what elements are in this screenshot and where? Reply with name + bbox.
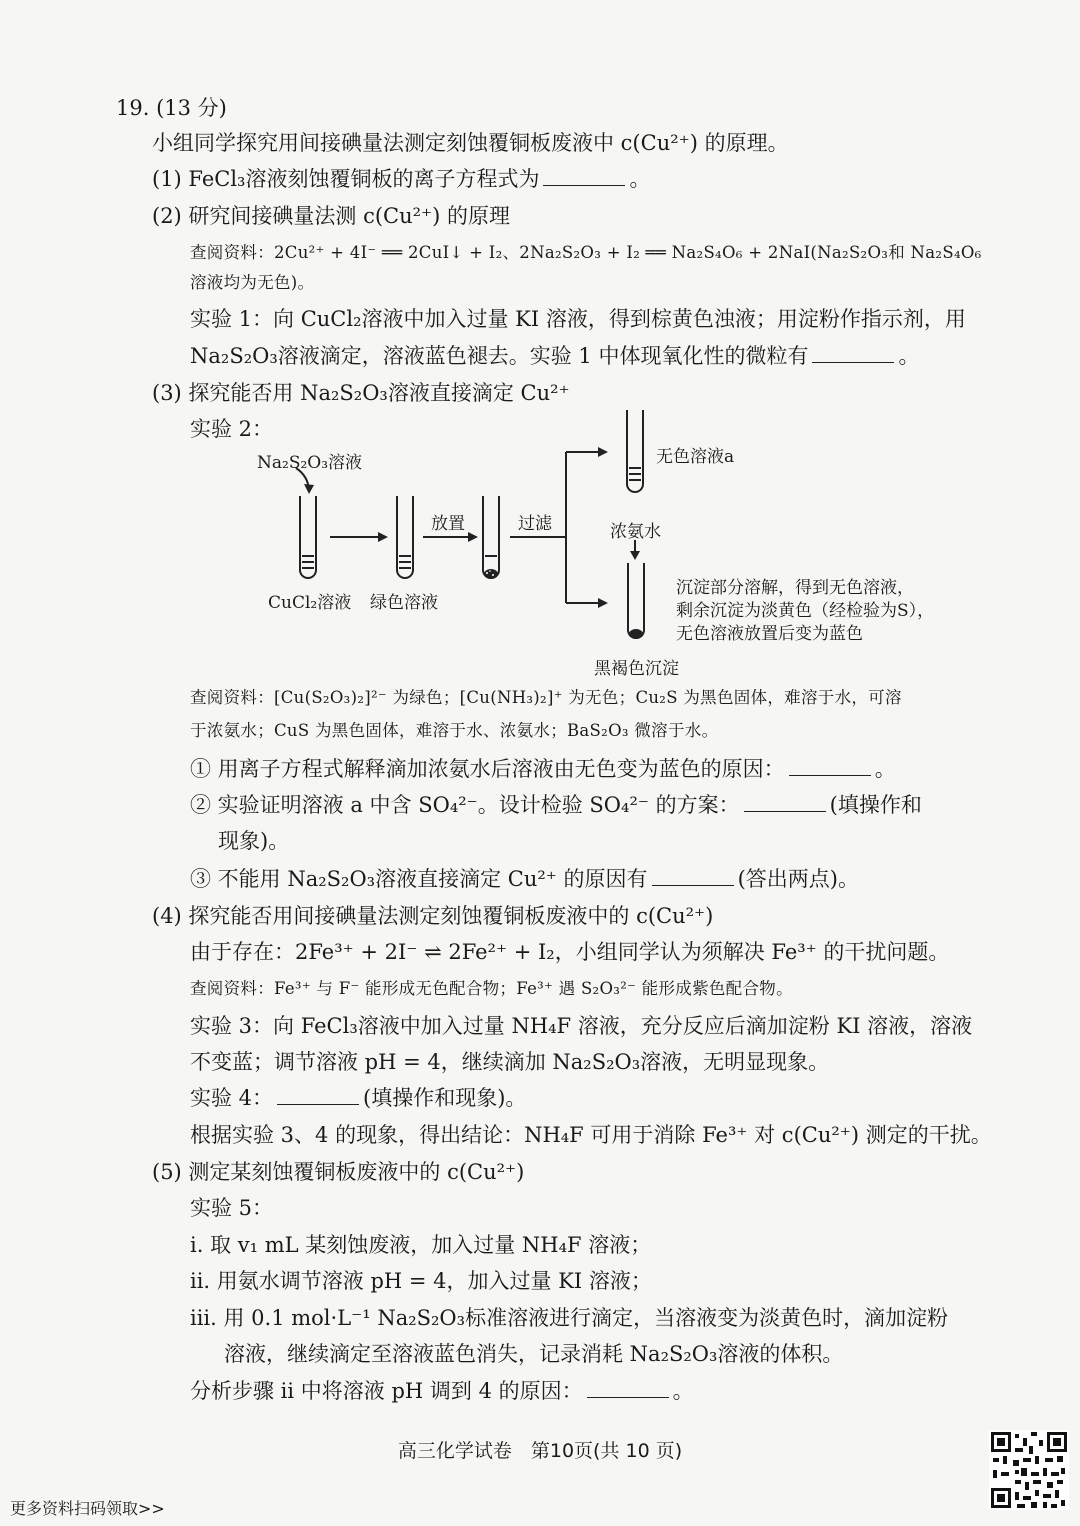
answer-blank[interactable] [652,865,734,886]
reference-note-2: 查阅资料：[Cu(S₂O₃)₂]²⁻ 为绿色；[Cu(NH₃)₂]⁺ 为无色；Cu₂S 为黑色固体，难溶于水，可溶 [190,688,902,707]
part3-title: (3) 探究能否用 Na₂S₂O₃溶液直接滴定 Cu²⁺ [152,381,570,405]
diagram-ammonia-label: 浓氨水 [610,522,661,542]
question-3-2-cont: 现象)。 [218,829,290,853]
experiment2-label: 实验 2： [190,417,274,441]
test-tube-3 [483,496,499,578]
step-3-line1: ⅲ. 用 0.1 mol·L⁻¹ Na₂S₂O₃标准溶液进行滴定，当溶液变为淡黄色时，滴加淀粉 [190,1306,949,1330]
page-footer: 高三化学试卷 第10页(共 10 页) [397,1440,683,1462]
test-tube-5 [628,563,644,638]
diagram-observation-2: 剩余沉淀为淡黄色（经检验为S）， [676,601,935,621]
reagent-arrowhead [304,484,314,494]
diagram-colorless-solution-label: 无色溶液a [656,447,735,467]
answer-blank[interactable] [744,791,826,812]
experiment1-line1: 实验 1：向 CuCl₂溶液中加入过量 KI 溶液，得到棕黄色浊液；用淀粉作指示剂，用 [190,307,966,331]
qr-code-graphic [989,1430,1069,1510]
answer-blank[interactable] [277,1084,359,1105]
diagram-tube1-label: CuCl₂溶液 [268,593,352,613]
question-intro: 小组同学探究用间接碘量法测定刻蚀覆铜板废液中 c(Cu²⁺) 的原理。 [152,131,789,155]
question-number: 19. (13 分) [116,96,227,120]
diagram-filter-label: 过滤 [518,514,552,534]
qr-code[interactable] [989,1430,1069,1510]
promo-link[interactable]: 更多资料扫码领取>> [10,1499,165,1518]
part4-title: (4) 探究能否用间接碘量法测定刻蚀覆铜板废液中的 c(Cu²⁺) [152,904,714,928]
step-3-line2: 溶液，继续滴定至溶液蓝色消失，记录消耗 Na₂S₂O₃溶液的体积。 [224,1342,844,1366]
experiment1-line2: Na₂S₂O₃溶液滴定，溶液蓝色褪去。实验 1 中体现氧化性的微粒有 。 [190,344,920,368]
experiment5-label: 实验 5： [190,1196,274,1220]
experiment4-line: 实验 4： (填操作和现象)。 [190,1086,527,1110]
diagram-reagent-label: Na₂S₂O₃溶液 [257,453,363,473]
experiment3-line1: 实验 3：向 FeCl₃溶液中加入过量 NH₄F 溶液，充分反应后滴加淀粉 KI 溶液，溶液 [190,1014,973,1038]
analysis-line: 分析步骤 ⅱ 中将溶液 pH 调到 4 的原因： 。 [190,1379,694,1403]
part4-line1: 由于存在：2Fe³⁺ + 2I⁻ ⇌ 2Fe²⁺ + I₂，小组同学认为须解决 Fe³⁺ 的干扰问题。 [190,940,950,964]
diagram-observation-3: 无色溶液放置后变为蓝色 [676,624,863,644]
sediment-5 [629,629,643,639]
reference-note-3: 查阅资料：Fe³⁺ 与 F⁻ 能形成无色配合物；Fe³⁺ 遇 S₂O₃²⁻ 能形成紫色配合物。 [190,979,793,998]
test-tube-1 [300,496,316,578]
question-3-2: ② 实验证明溶液 a 中含 SO₄²⁻。设计检验 SO₄²⁻ 的方案： (填操作和 [190,793,922,817]
step-1: ⅰ. 取 v₁ mL 某刻蚀废液，加入过量 NH₄F 溶液； [190,1233,652,1257]
answer-blank[interactable] [587,1377,669,1398]
sediment-3 [484,569,498,579]
diagram-observation-1: 沉淀部分溶解，得到无色溶液， [676,578,914,598]
part5-title: (5) 测定某刻蚀覆铜板废液中的 c(Cu²⁺) [152,1160,525,1184]
reference-note-1-cont: 溶液均为无色)。 [190,273,315,292]
question-3-1: ① 用离子方程式解释滴加浓氨水后溶液由无色变为蓝色的原因： 。 [190,757,896,781]
diagram-precipitate-label: 黑褐色沉淀 [594,659,679,679]
part1-line: (1) FeCl₃溶液刻蚀覆铜板的离子方程式为 。 [152,167,651,191]
answer-blank[interactable] [789,755,871,776]
test-tube-2 [397,496,413,578]
diagram-tube2-label: 绿色溶液 [370,593,438,613]
conclusion-line: 根据实验 3、4 的现象，得出结论：NH₄F 可用于消除 Fe³⁺ 对 c(Cu²⁺) 测定的干扰。 [190,1123,992,1147]
reference-note-1: 查阅资料：2Cu²⁺ + 4I⁻ ══ 2CuI↓ + I₂、2Na₂S₂O₃ + I₂ ══ Na₂S₄O₆ + 2NaI(Na₂S₂O₃和 Na₂S₄O₆ [190,243,982,262]
experiment3-line2: 不变蓝；调节溶液 pH = 4，继续滴加 Na₂S₂O₃溶液，无明显现象。 [190,1050,830,1074]
part2-title: (2) 研究间接碘量法测 c(Cu²⁺) 的原理 [152,204,511,228]
question-3-3: ③ 不能用 Na₂S₂O₃溶液直接滴定 Cu²⁺ 的原因有 (答出两点)。 [190,867,859,891]
step-2: ⅱ. 用氨水调节溶液 pH = 4，加入过量 KI 溶液； [190,1269,652,1293]
reference-note-2-cont: 于浓氨水；CuS 为黑色固体，难溶于水、浓氨水；BaS₂O₃ 微溶于水。 [190,721,719,740]
diagram-place-label: 放置 [431,514,465,534]
